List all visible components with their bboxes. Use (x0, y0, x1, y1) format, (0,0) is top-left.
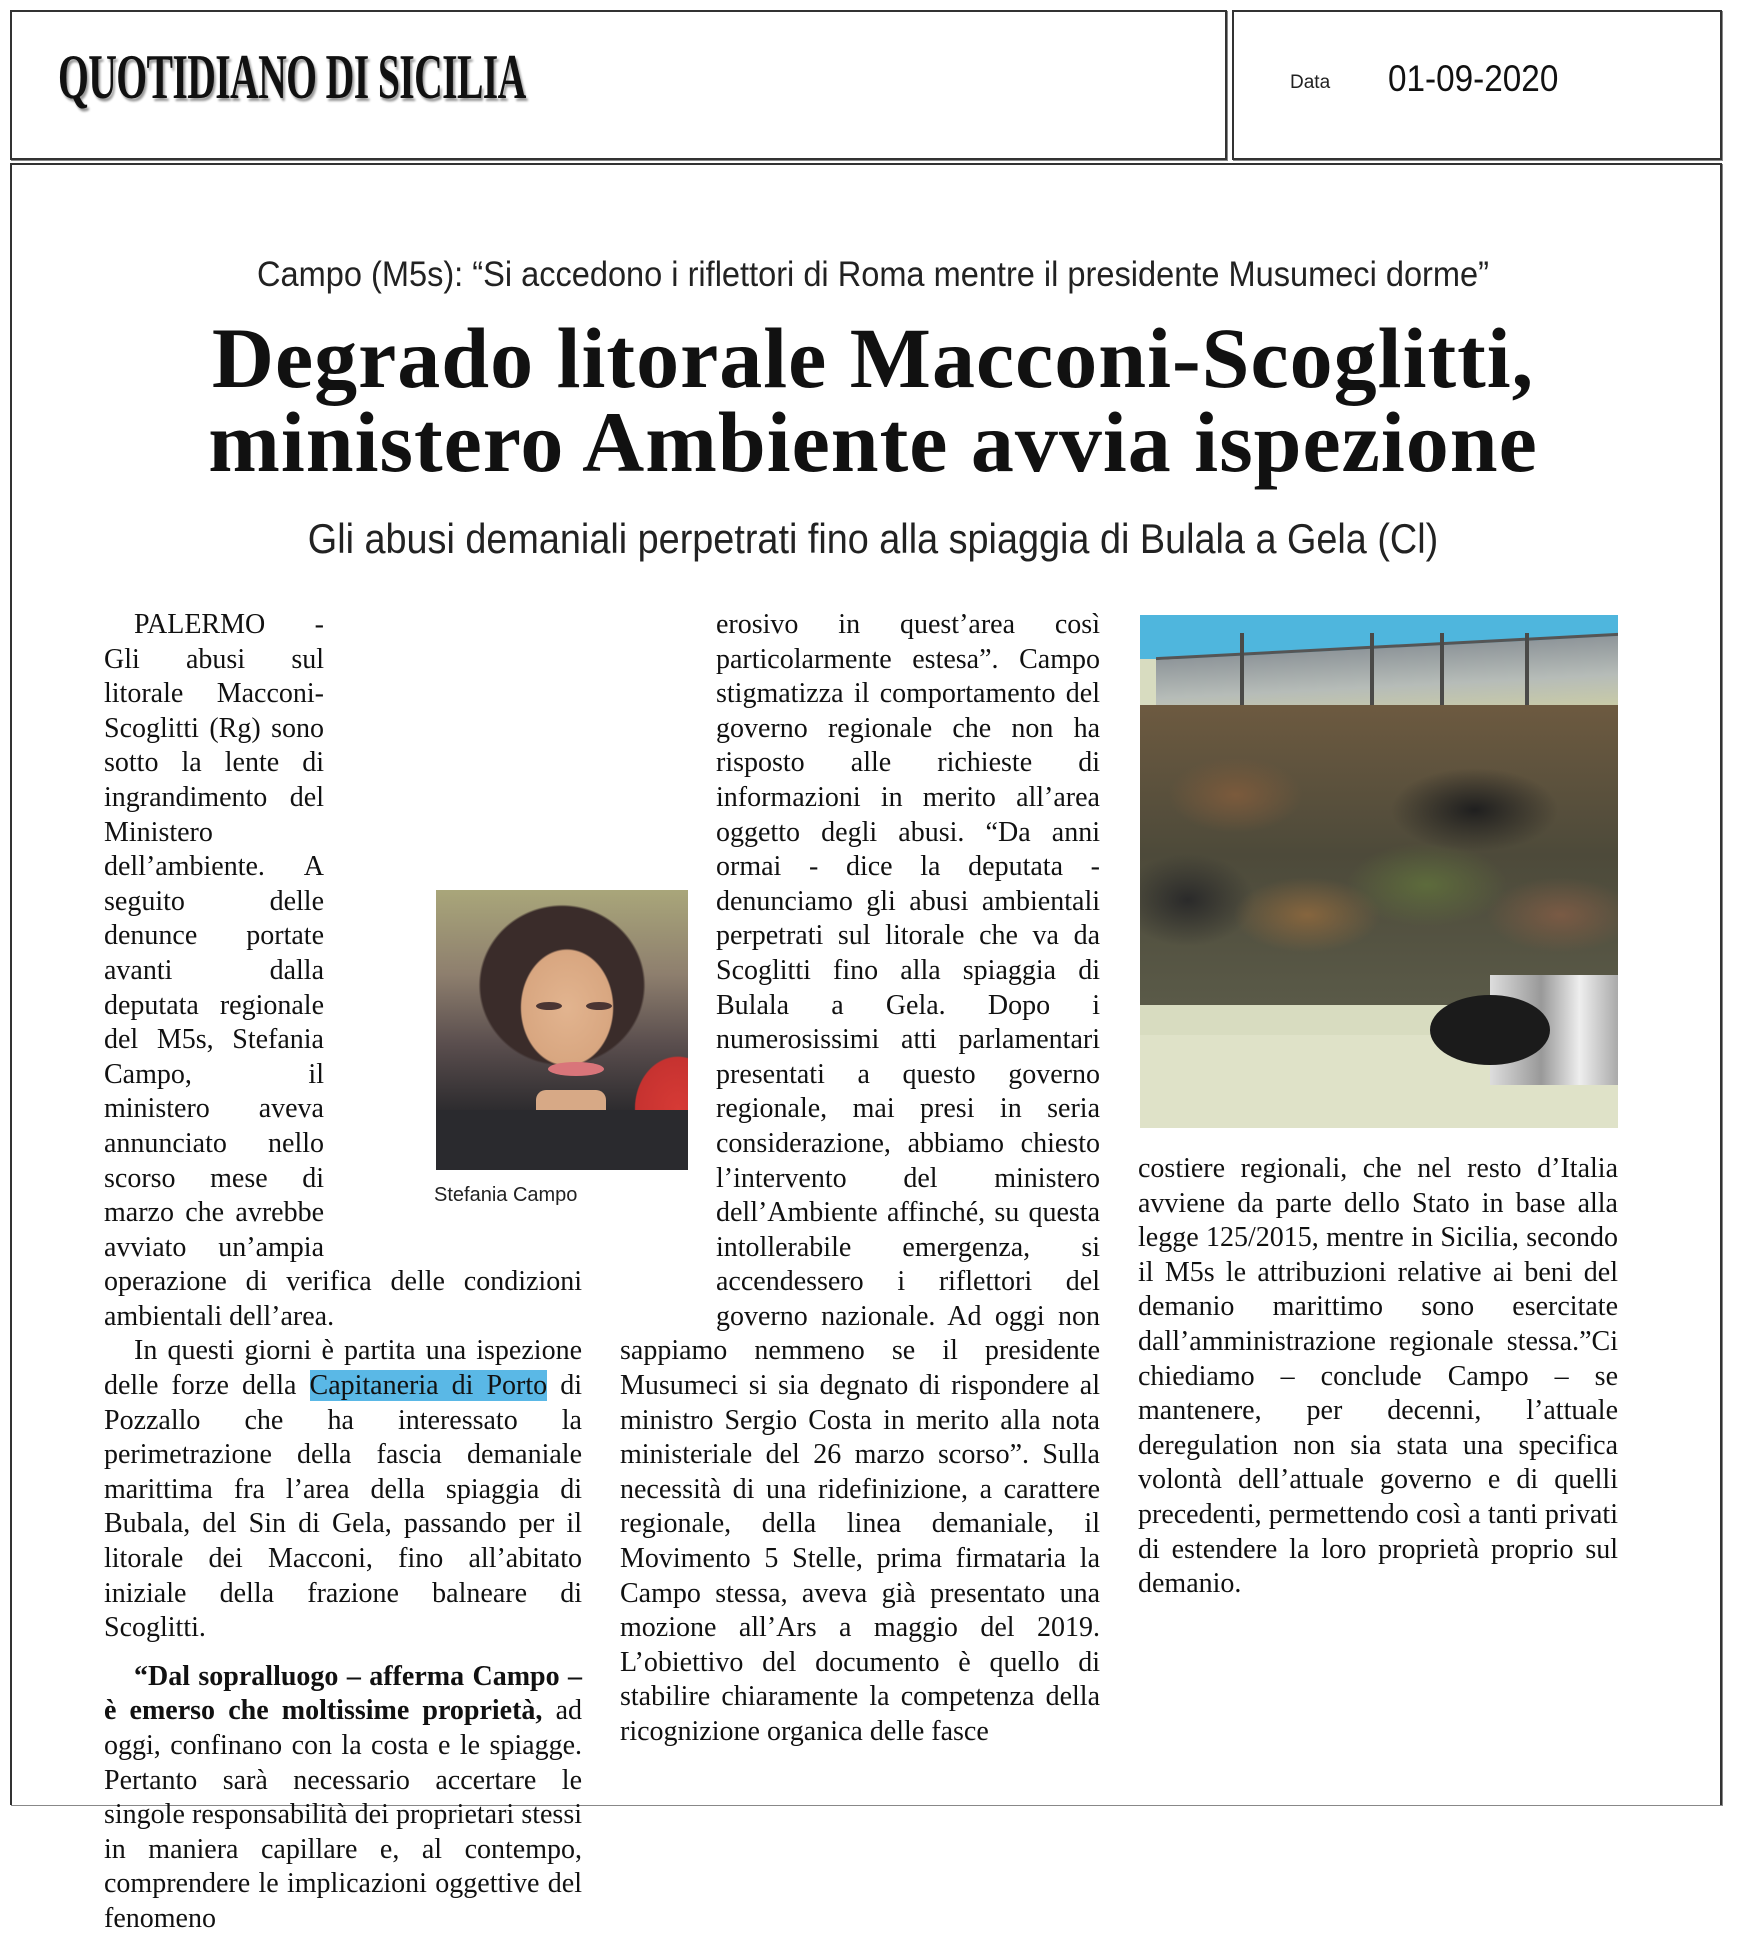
paragraph-2 (104, 1334, 582, 1645)
masthead-box (10, 10, 1227, 160)
beach-photo (1140, 615, 1618, 1128)
paragraph-2-text-end: di Pozzallo che ha interessato la perimetrazione della fascia demaniale marittima fra l’area della spiaggia di Bubala, del Sin di Gela, passando per il litorale dei Macconi, fino all’abitato iniziale della frazione balneare di Scoglitti. (104, 1370, 582, 1644)
article-subheadline: Gli abusi demaniali perpetrati fino alla spiaggia di Bulala a Gela (Cl) (307, 515, 1439, 562)
column-3-text: costiere regionali, che nel resto d’Italia avviene da parte dello Stato in base alla legge 125/2015, mentre in Sicilia, secondo il M5s le attribuzioni relative ai beni del demanio marittimo sono esercitate dall’amministrazione regionale stessa.”Ci chiediamo – conclude Campo – se mantenere, per decenni, l’attuale deregulation non sia stata una specifica volontà dell’attuale governo e di quelli precedenti, permettendo così a tanti privati di estendere la loro proprietà proprio sul demanio. (1138, 1153, 1618, 1600)
photo-caption: Stefania Campo (434, 1184, 578, 1206)
article-column-2 (620, 608, 1100, 1750)
column-2-text (620, 608, 1100, 1750)
article-kicker: Campo (M5s): “Si accedono i riflettori di Roma mentre il presidente Musumeci dorme” (257, 255, 1489, 294)
article-column-3 (1138, 1152, 1618, 1602)
highlighted-text[interactable]: Capitaneria di Porto (309, 1370, 548, 1402)
paragraph-3-bold-lead: “Dal sopralluogo – afferma Campo – è emerso che moltissime proprietà, (104, 1660, 582, 1727)
paragraph-2-text-start: In questi giorni è partita una ispezione delle forze della (104, 1335, 582, 1402)
date-label: Data (1290, 72, 1331, 93)
article-column-1 (104, 608, 582, 1937)
date-box (1232, 10, 1722, 160)
photo-wrap-space (620, 746, 716, 1330)
publication-logo: QUOTIDIANO DI SICILIA (58, 41, 526, 112)
date-value: 01-09-2020 (1388, 58, 1559, 99)
column-2-body: erosivo in quest’area così particolarmente estesa”. Campo stigmatizza il comportamento del governo regionale che non ha risposto alle richieste di informazioni in merito all’area oggetto degli abusi. “Da anni ormai - dice la deputata - denunciamo gli abusi ambientali perpetrati sul litorale che va da Scoglitti fino alla spiaggia di Bulala a Gela. Dopo i numerosissimi atti parlamentari presentati a questo governo regionale, mai presi in seria considerazione, abbiamo chiesto l’intervento del ministero dell’Ambiente affinché, su questa intollerabile emergenza, si accendessero i riflettori del governo nazionale. Ad oggi non sappiamo nemmeno se il presidente Musumeci si sia degnato di rispondere al ministro Sergio Costa in merito alla nota ministeriale del 26 marzo scorso”. Sulla necessità di una ridefinizione, a carattere regionale, della linea demaniale, il Movimento 5 Stelle, prima firmataria la Campo stessa, aveva già presentato una mozione all’Ars a maggio del 2019. L’obiettivo del documento è quello di stabilire chiaramente la competenza della ricognizione organica delle fasce (620, 609, 1100, 1747)
paragraph-3 (104, 1660, 582, 1937)
paragraph-1-text: PALERMO - Gli abusi sul litorale Macconi-Scoglitti (Rg) sono sotto la lente di ingrandimento del Ministero dell’ambiente. A seguito delle denunce portate avanti dalla deputata regionale del M5s, Stefania Campo, il ministero aveva annunciato nello scorso mese di marzo che avrebbe avviato un’ampia operazione di verifica delle condizioni ambientali dell’area. (104, 609, 582, 1332)
headline-line-1: Degrado litorale Macconi-Scoglitti, (211, 310, 1535, 406)
paragraph-3-text: ad oggi, confinano con la costa e le spiagge. Pertanto sarà necessario accertare le singole responsabilità dei proprietari stessi in maniera capillare e, al contempo, comprendere le implicazioni oggettive del fenomeno (104, 1695, 582, 1934)
headline-line-2: ministero Ambiente avvia ispezione (208, 394, 1538, 490)
